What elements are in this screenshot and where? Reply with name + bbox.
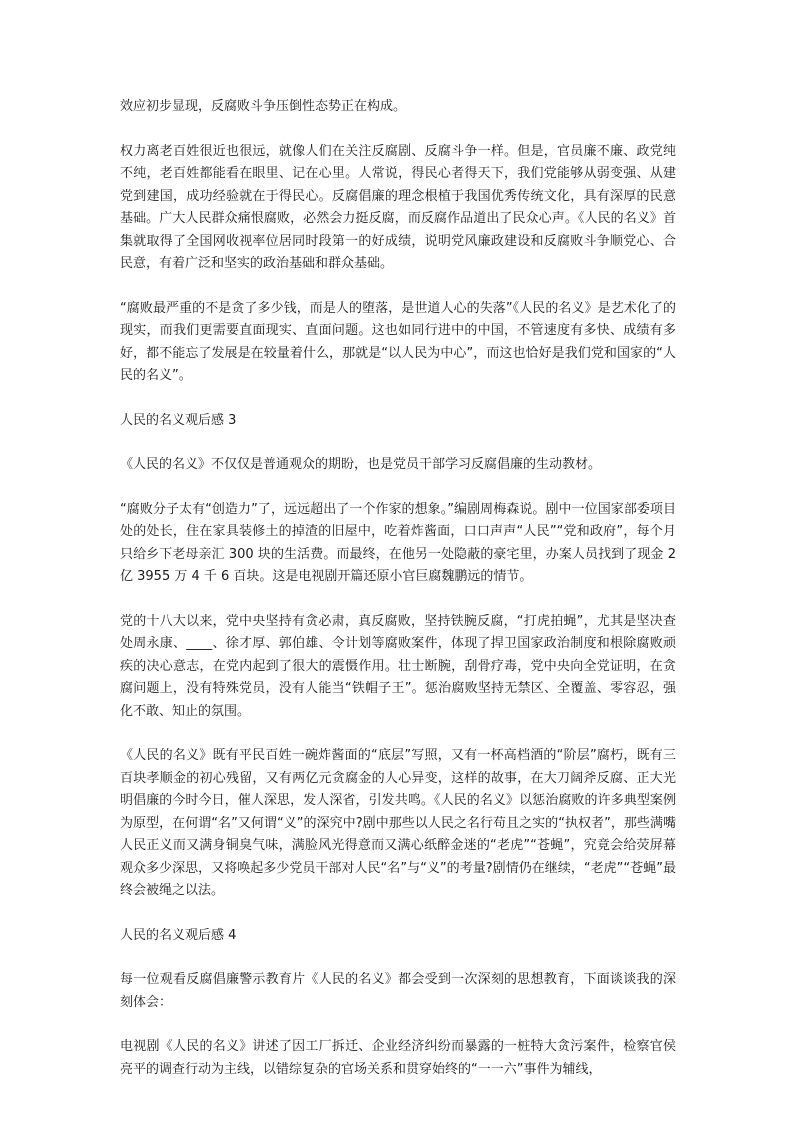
- paragraph: 电视剧《人民的名义》讲述了因工厂拆迁、企业经济纠纷而暴露的一桩特大贪污案件，检察官侯亮平的调查行动为主线，以错综复杂的官场关系和贯穿始终的“一一六”事件为辅线，: [120, 1039, 676, 1077]
- section-heading: 人民的名义观后感 4: [120, 927, 237, 943]
- paragraph: 每一位观看反腐倡廉警示教育片《人民的名义》都会受到一次深刻的思想教育，下面谈谈我的深刻体会：: [120, 972, 676, 1010]
- document-body: [120, 96, 676, 1103]
- paragraph: 效应初步显现，反腐败斗争压倒性态势正在构成。: [120, 99, 407, 114]
- paragraph: 《人民的名义》不仅仅是普通观众的期盼，也是党员干部学习反腐倡廉的生动教材。: [120, 457, 602, 472]
- paragraph: 《人民的名义》既有平民百姓一碗炸酱面的“底层”写照，又有一杯高档酒的“阶层”腐朽，既有三百块孝顺金的初心残留，又有两亿元贪腐金的人心异变，这样的故事，在大刀阔斧反腐、正大光明倡廉的今时今日，催人深思，发人深省，引发共鸣。《人民的名义》以惩治腐败的许多典型案例为原型，在何谓“名”又何谓“义”的深究中?剧中那些以人民之名行苟且之实的“执权者”，那些满嘴人民正义而又满身铜臭气味，满脸风光得意而又满心纸醉金迷的“老虎”“苍蝇”，究竟会给荧屏幕观众多少深思，又将唤起多少党员干部对人民“名”与“义”的考量?剧情仍在继续，“老虎”“苍蝇”最终会被绳之以法。: [120, 748, 676, 898]
- paragraph: 党的十八大以来，党中央坚持有贪必肃，真反腐败，坚持铁腕反腐，“打虎拍蝇”，尤其是坚决查处周永康、____、徐才厚、郭伯雄、令计划等腐败案件，体现了捍卫国家政治制度和根除腐败顽疾的决心意志，在党内起到了很大的震慑作用。壮士断腕，刮骨疗毒，党中央向全党证明，在贪腐问题上，没有特殊党员，没有人能当“铁帽子王”。惩治腐败坚持无禁区、全覆盖、零容忍，强化不敢、知止的氛围。: [120, 613, 676, 719]
- paragraph: “腐败最严重的不是贪了多少钱，而是人的堕落，是世道人心的失落”《人民的名义》是艺术化了的现实，而我们更需要直面现实、直面问题。这也如同行进中的中国，不管速度有多快、成绩有多好，都不能忘了发展是在较量着什么，那就是“以人民为中心”，而这也恰好是我们党和国家的“人民的名义”。: [120, 300, 676, 383]
- paragraph: 权力离老百姓很近也很远，就像人们在关注反腐剧、反腐斗争一样。但是，官员廉不廉、政党纯不纯，老百姓都能看在眼里、记在心里。人常说，得民心者得天下，我们党能够从弱变强、从建党到建国，成功经验就在于得民心。反腐倡廉的理念根植于我国优秀传统文化，具有深厚的民意基础。广大人民群众痛恨腐败，必然会力挺反腐，而反腐作品道出了民众心声。《人民的名义》首集就取得了全国网收视率位居同时段第一的好成绩，说明党风廉政建设和反腐败斗争顺党心、合民意，有着广泛和坚实的政治基础和群众基础。: [120, 143, 676, 271]
- paragraph: “腐败分子太有“创造力”了，远远超出了一个作家的想象。”编剧周梅森说。剧中一位国家部委项目处的处长，住在家具装修土的掉渣的旧屋中，吃着炸酱面，口口声声“人民”“党和政府”，每个月只给乡下老母亲汇 300 块的生活费。而最终，在他另一处隐蔽的豪宅里，办案人员找到了现金 2 亿 3955 万 4 千 6 百块。这是电视剧开篇还原小官巨腐魏鹏远的情节。: [120, 501, 676, 584]
- section-heading: 人民的名义观后感 3: [120, 412, 237, 428]
